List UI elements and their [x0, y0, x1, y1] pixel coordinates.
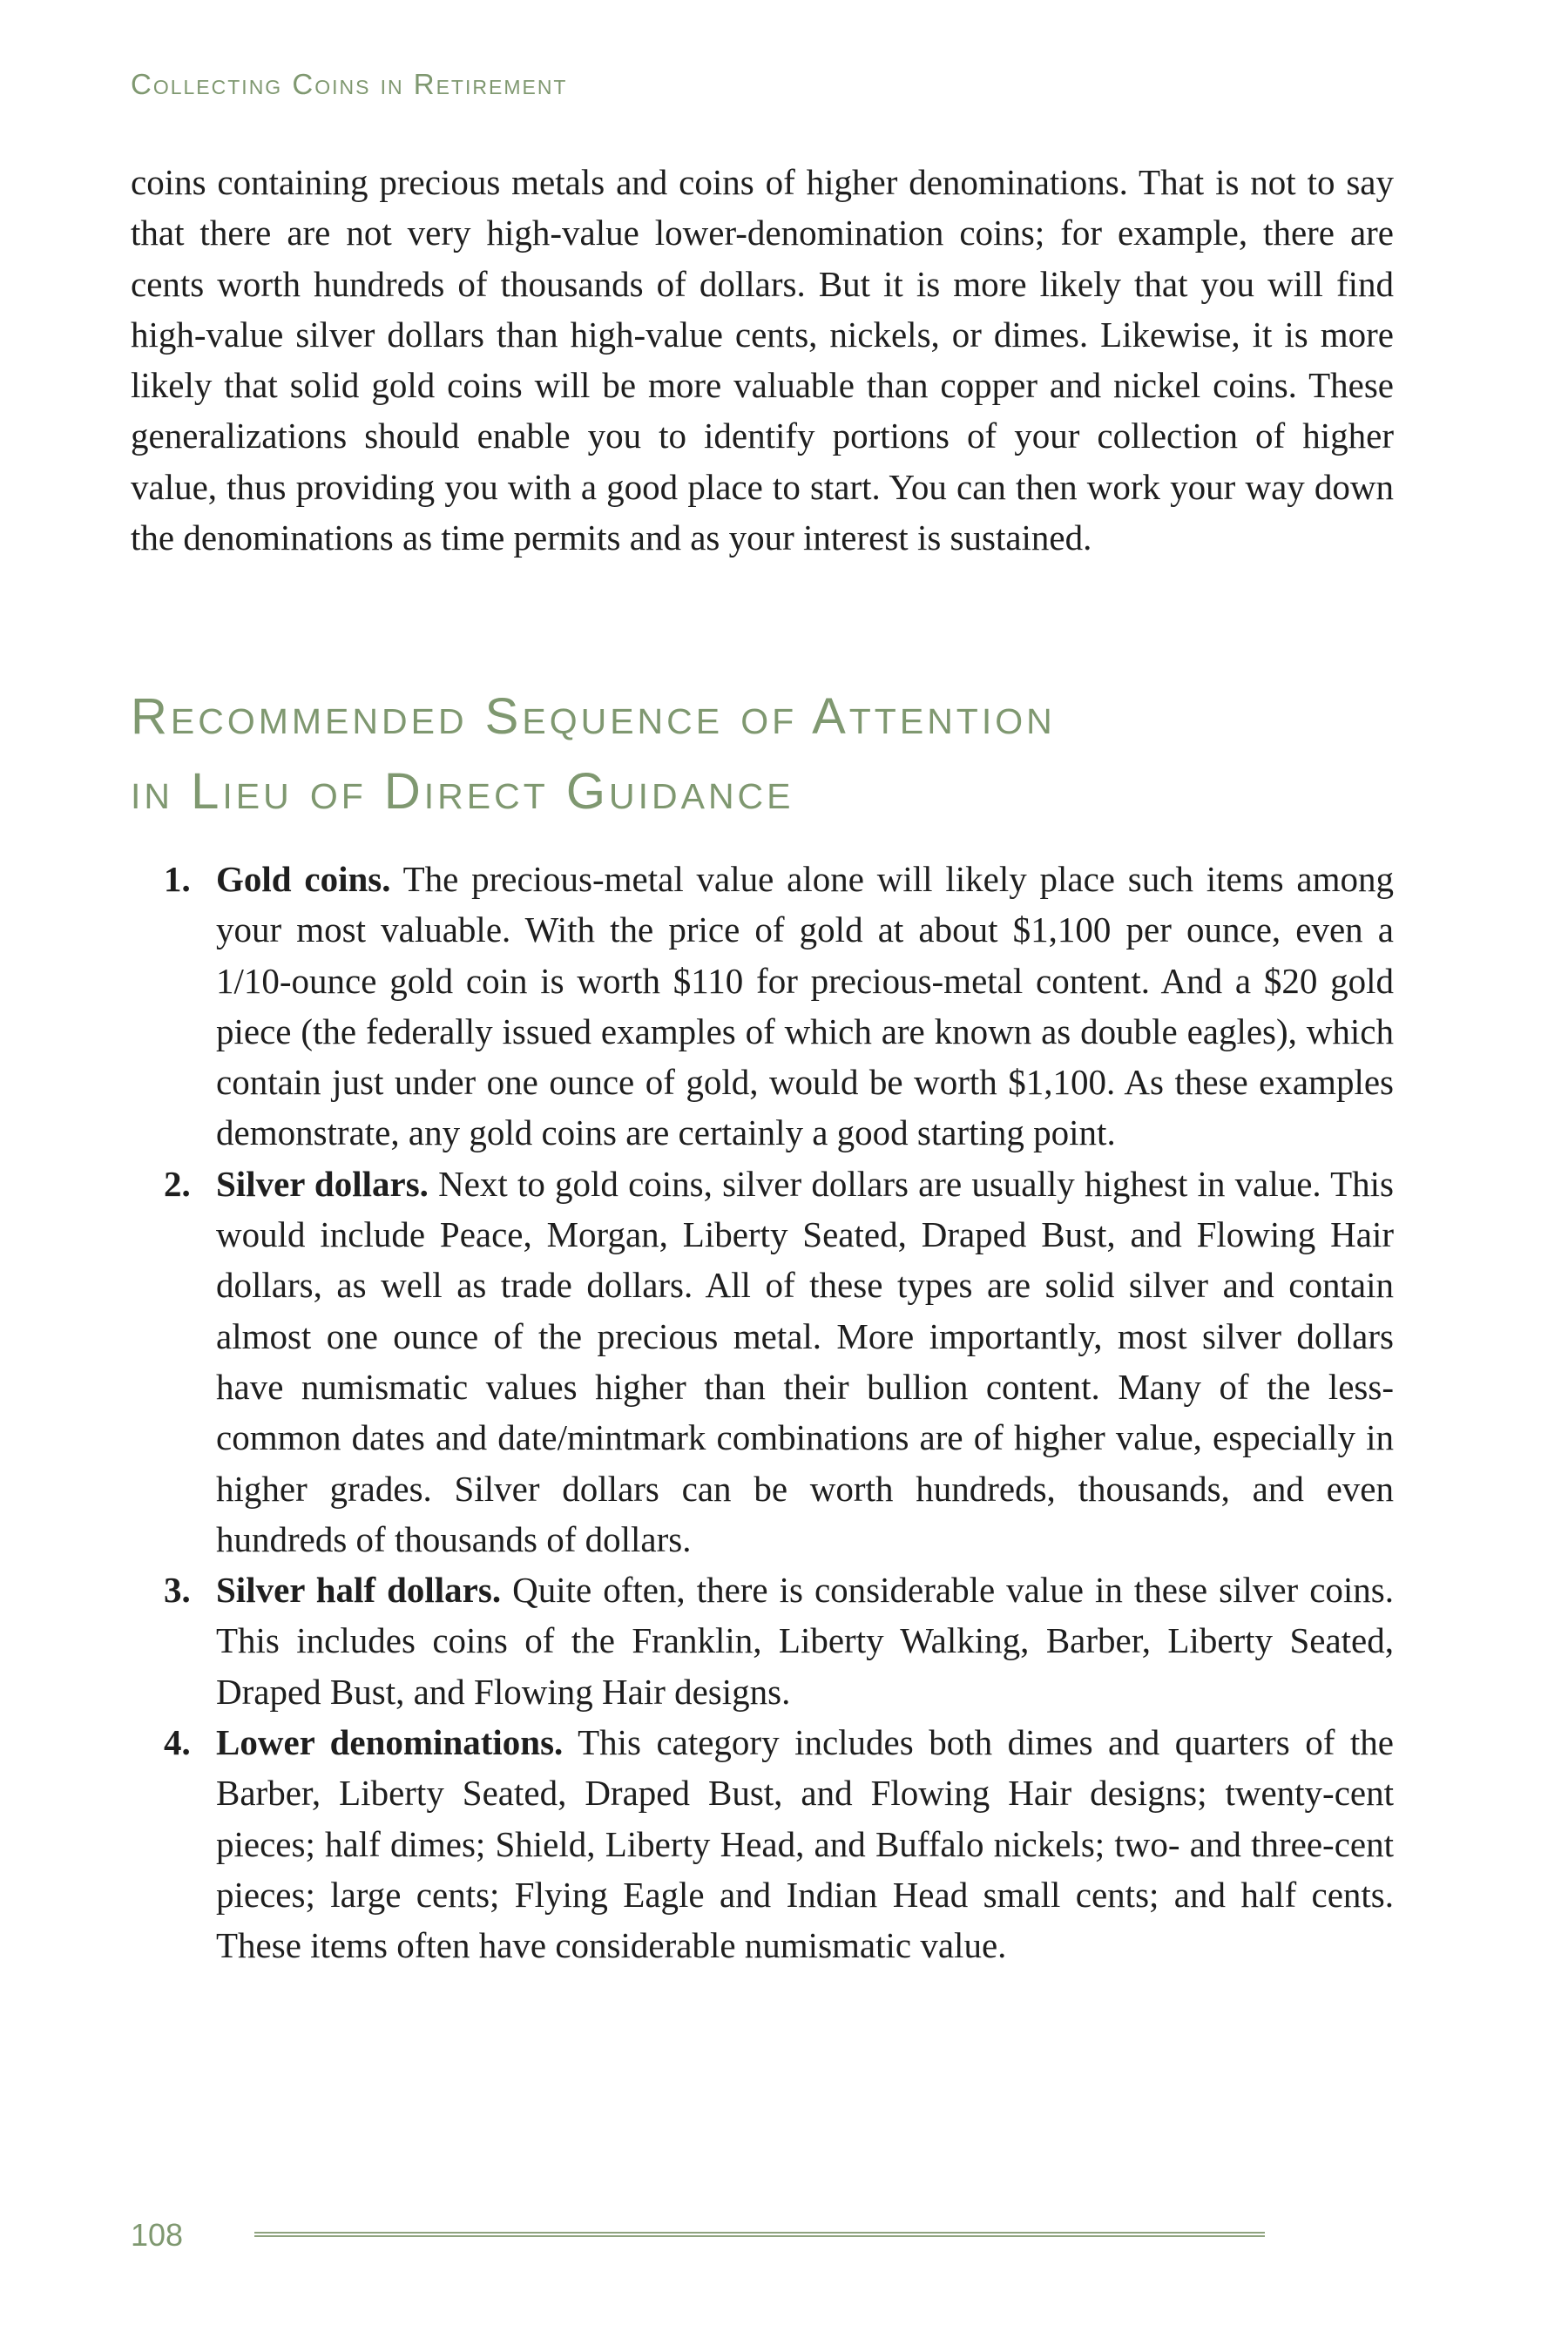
- running-head: Collecting Coins in Retirement: [131, 68, 568, 100]
- list-item-text: This category includes both dimes and quarters of the Barber, Liberty Seated, Draped Bust, and Flowing Hair designs; twenty-cent pieces; half dimes; Shield, Liberty Head, and Buffalo nickels; two- and three-cent pieces; large cents; Flying Eagle and Indian Head small cents; and half cents. These items often have considerable numismatic value.: [216, 1722, 1394, 1966]
- section-heading: [131, 679, 1394, 829]
- list-item-text: Quite often, there is considerable value in these silver coins. This includes coins of the Franklin, Liberty Walking, Barber, Liberty Seated, Draped Bust, and Flowing Hair designs.: [216, 1570, 1394, 1712]
- intro-paragraph: coins containing precious metals and coins of higher denominations. That is not to say that there are not very high-value lower-denomination coins; for example, there are cents worth hundreds of thousands of dollars. But it is more likely that you will find high-value silver dollars than high-value cents, nickels, or dimes. Likewise, it is more likely that solid gold coins will be more valuable than copper and nickel coins. These generalizations should enable you to identify portions of your collection of higher value, thus providing you with a good place to start. You can then work your way down the denominations as time permits and as your interest is sustained.: [131, 162, 1394, 558]
- list-item-silver-half-dollars: [131, 1565, 1394, 1717]
- list-item-lower-denominations: [131, 1717, 1394, 1970]
- list-item-text: The precious-metal value alone will likely place such items among your most valuable. With the price of gold at about $1,100 per ounce, even a 1/10-ounce gold coin is worth $110 for precious-metal content. And a $20 gold piece (the federally issued examples of which are known as double eagles), which contain just under one ounce of gold, would be worth $1,100. As these examples demonstrate, any gold coins are certainly a good starting point.: [216, 859, 1394, 1153]
- list-item-silver-dollars: [131, 1159, 1394, 1565]
- list-item-number: 1.: [164, 859, 191, 899]
- list-item-number: 4.: [164, 1722, 191, 1763]
- list-item-lead: Silver half dollars.: [216, 1570, 502, 1611]
- section-heading-line-2: in Lieu of Direct Guidance: [131, 763, 794, 820]
- list-item-lead: Silver dollars.: [216, 1163, 429, 1204]
- list-item-lead: Lower denominations.: [216, 1722, 564, 1763]
- recommended-sequence-list: [131, 854, 1394, 1971]
- page-number: 108: [131, 2217, 184, 2253]
- list-item-number: 3.: [164, 1570, 191, 1611]
- footer-rule: [254, 2232, 1265, 2237]
- section-heading-line-1: Recommended Sequence of Attention: [131, 688, 1056, 745]
- list-item-text: Next to gold coins, silver dollars are usually highest in value. This would include Peace, Morgan, Liberty Seated, Draped Bust, and Flowing Hair dollars, as well as trade dollars. All of these types are solid silver and contain almost one ounce of the precious metal. More importantly, most silver dollars have numismatic values higher than their bullion content. Many of the less-common dates and date/mintmark combinations are of higher value, especially in higher grades. Silver dollars can be worth hundreds, thousands, and even hundreds of thousands of dollars.: [216, 1163, 1394, 1559]
- list-item-gold-coins: [131, 854, 1394, 1159]
- list-item-number: 2.: [164, 1163, 191, 1204]
- list-item-lead: Gold coins.: [216, 859, 391, 899]
